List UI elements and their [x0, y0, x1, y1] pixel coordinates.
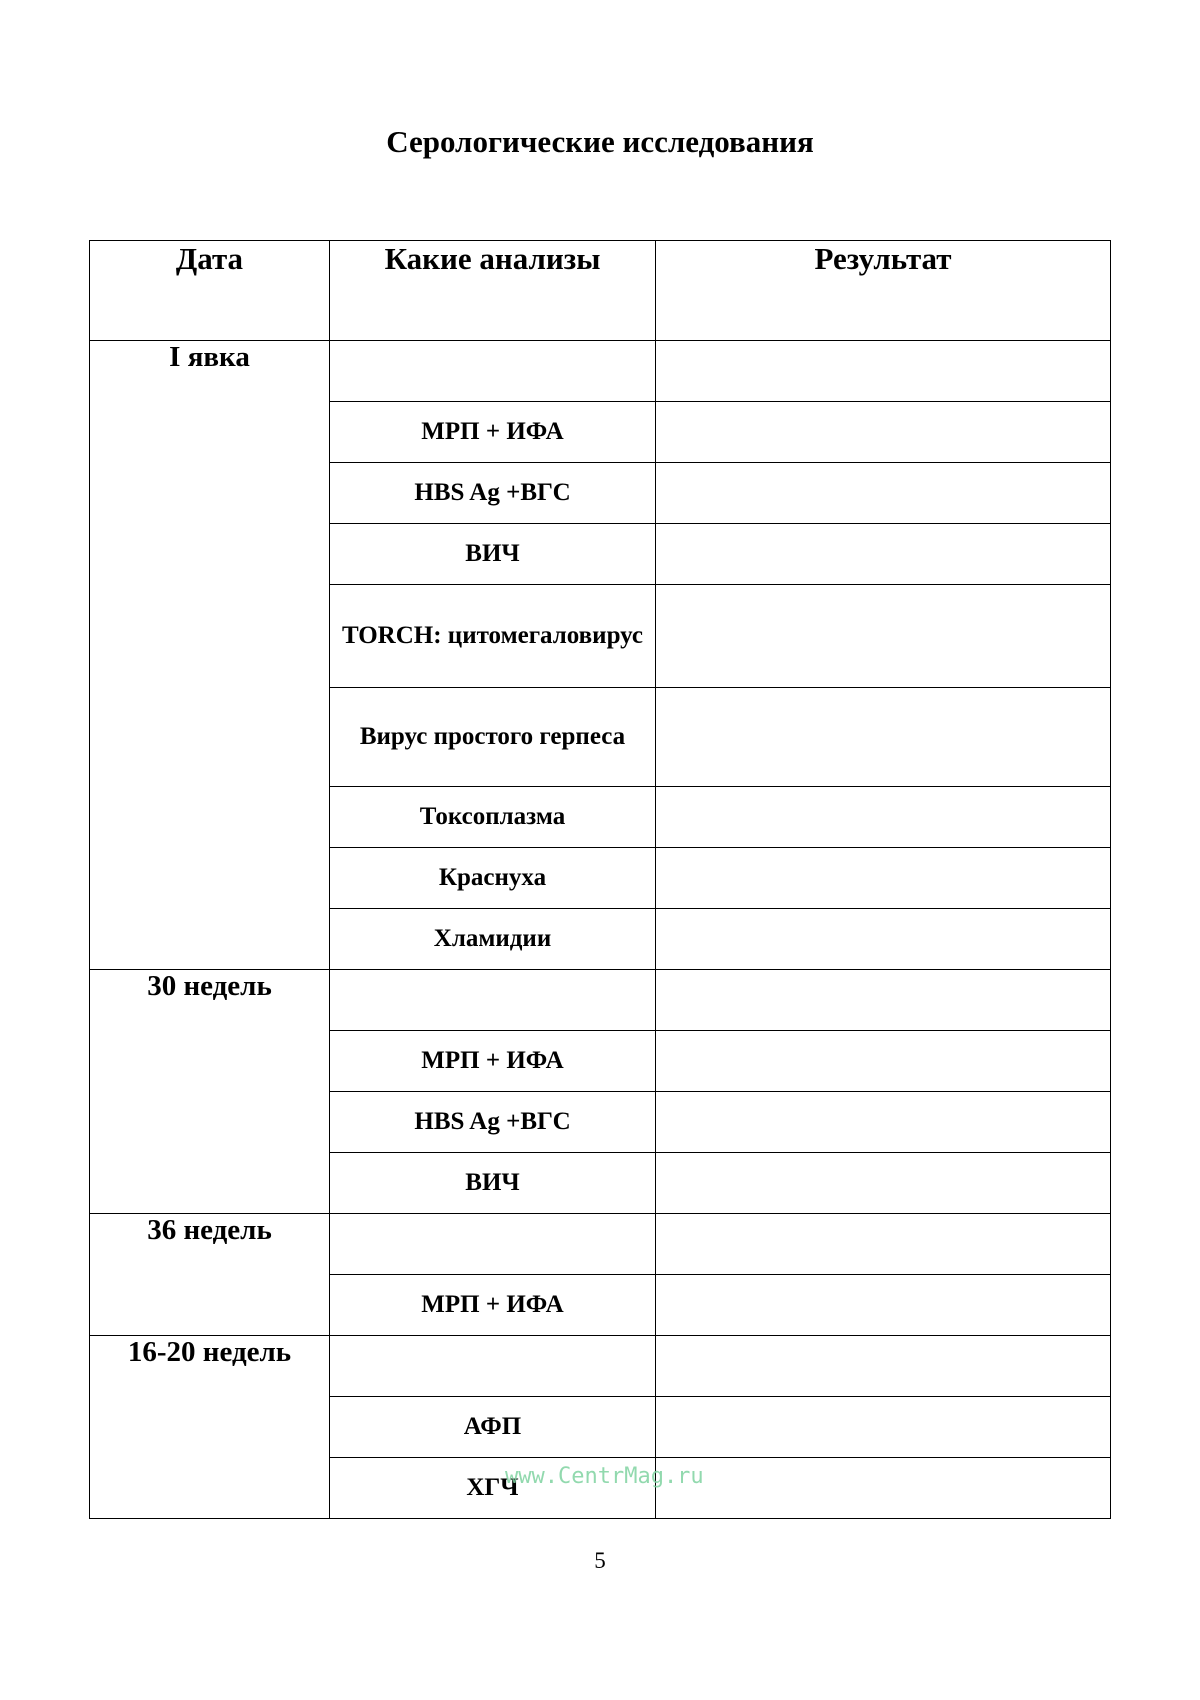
test-cell: МРП + ИФА [330, 1275, 656, 1336]
result-cell[interactable] [656, 848, 1111, 909]
test-cell: МРП + ИФА [330, 1031, 656, 1092]
table-row [90, 1336, 1111, 1397]
test-cell: ХГЧ [330, 1458, 656, 1519]
page-number: 5 [594, 1548, 606, 1573]
header-date: Дата [90, 241, 330, 341]
table-row [90, 970, 1111, 1031]
header-result: Результат [656, 241, 1111, 341]
test-cell: АФП [330, 1397, 656, 1458]
test-cell: HBS Ag +ВГС [330, 1092, 656, 1153]
test-cell: Токсоплазма [330, 787, 656, 848]
result-cell[interactable] [656, 909, 1111, 970]
date-cell: I явка [90, 341, 330, 970]
result-cell[interactable] [656, 1336, 1111, 1397]
serology-table [89, 240, 1111, 1519]
result-cell[interactable] [656, 970, 1111, 1031]
result-cell[interactable] [656, 402, 1111, 463]
test-cell: ВИЧ [330, 524, 656, 585]
page-title: Серологические исследования [386, 124, 814, 159]
result-cell[interactable] [656, 585, 1111, 688]
date-cell: 16-20 недель [90, 1336, 330, 1519]
result-cell[interactable] [656, 1031, 1111, 1092]
result-cell[interactable] [656, 1092, 1111, 1153]
table-header-row [90, 241, 1111, 341]
test-cell: ВИЧ [330, 1153, 656, 1214]
test-cell: Краснуха [330, 848, 656, 909]
result-cell[interactable] [656, 1275, 1111, 1336]
test-cell [330, 970, 656, 1031]
test-cell [330, 341, 656, 402]
result-cell[interactable] [656, 463, 1111, 524]
result-cell[interactable] [656, 1153, 1111, 1214]
header-tests: Какие анализы [330, 241, 656, 341]
table-row [90, 1214, 1111, 1275]
result-cell[interactable] [656, 341, 1111, 402]
result-cell[interactable] [656, 1397, 1111, 1458]
result-cell[interactable] [656, 1214, 1111, 1275]
result-cell[interactable] [656, 1458, 1111, 1519]
test-cell [330, 1214, 656, 1275]
result-cell[interactable] [656, 787, 1111, 848]
table-row [90, 341, 1111, 402]
test-cell: МРП + ИФА [330, 402, 656, 463]
test-cell [330, 1336, 656, 1397]
test-cell: HBS Ag +ВГС [330, 463, 656, 524]
test-cell: Хламидии [330, 909, 656, 970]
result-cell[interactable] [656, 688, 1111, 787]
test-cell: TORCH: цитомегаловирус [330, 585, 656, 688]
result-cell[interactable] [656, 524, 1111, 585]
date-cell: 30 недель [90, 970, 330, 1214]
test-cell: Вирус простого герпеса [330, 688, 656, 787]
watermark: www.CentrMag.ru [505, 1464, 704, 1489]
date-cell: 36 недель [90, 1214, 330, 1336]
